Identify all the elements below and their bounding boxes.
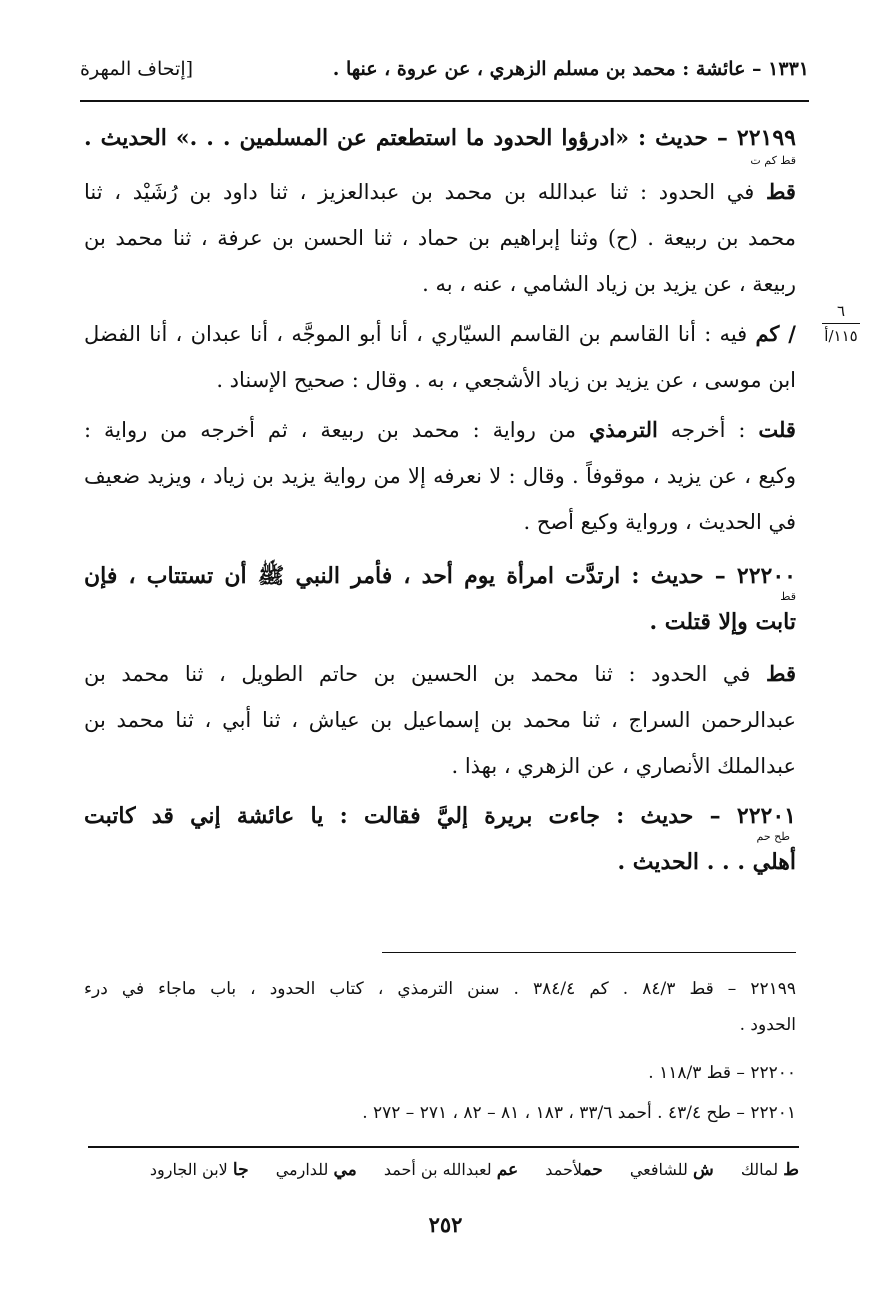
source-code: قط — [766, 661, 796, 686]
running-header — [80, 52, 809, 96]
source-code: / كم — [755, 321, 796, 346]
margin-note-rule — [822, 323, 860, 324]
page-number: ٢٥٢ — [428, 1212, 463, 1237]
hadith-text: – حديث : جاءت بريرة إليَّ فقالت : يا عائشة إني قد كاتبت — [84, 803, 721, 829]
hadith-number: ٢٢٢٠٠ — [736, 563, 796, 589]
legend-code: حم — [582, 1160, 603, 1180]
footnote-22199-line1: ٢٢١٩٩ – قط ٨٤/٣ . كم ٣٨٤/٤ . سنن الترمذي ، كتاب الحدود ، باب ماجاء في درء — [84, 979, 796, 999]
author-name: الترمذي — [588, 417, 658, 442]
source-code: قط — [766, 179, 796, 204]
header-divider — [80, 100, 809, 102]
source-code: قلت — [758, 417, 796, 442]
legend-divider — [88, 1146, 799, 1148]
text-line: عبدالملك الأنصاري ، عن الزهري ، بهذا . — [451, 754, 796, 778]
text-line: ابن موسى ، عن يزيد بن زياد الأشجعي ، به . وقال : صحيح الإسناد . — [216, 368, 796, 392]
hadith-text: تابت وإلا قتلت . — [649, 609, 796, 635]
footnote-22201: ٢٢٢٠١ – طح ٤٣/٤ . أحمد ٣٣/٦ ، ١٨٣ ، ٨١ – ٨٢ ، ٢٧١ – ٢٧٢ . — [362, 1103, 796, 1123]
footnote-22200: ٢٢٢٠٠ – قط ١١٨/٣ . — [648, 1063, 796, 1083]
legend-code: جا — [232, 1160, 249, 1180]
legend-item — [630, 1160, 714, 1179]
line-text: في الحدود : ثنا محمد بن الحسين بن حاتم الطويل ، ثنا محمد بن — [84, 662, 751, 686]
margin-folio-note — [816, 302, 866, 345]
margin-note-top: ٦ — [836, 302, 846, 320]
hadith-heading — [84, 796, 796, 836]
legend-text: للدارمي — [275, 1160, 329, 1179]
legend-item — [276, 1160, 357, 1179]
source-codes: طح حم — [756, 830, 790, 843]
text-line: في الحديث ، ورواية وكيع أصح . — [523, 510, 796, 534]
margin-note-bottom: ١١٥/أ — [824, 327, 858, 345]
legend-code: ش — [692, 1160, 714, 1180]
legend-item — [384, 1160, 518, 1179]
hadith-heading — [84, 556, 796, 596]
footnote-divider — [382, 952, 796, 953]
line-text: فيه : أنا القاسم بن القاسم السيّاري ، أنا أبو الموجَّه ، أنا عبدان ، أنا الفضل — [84, 322, 748, 346]
line-text: في الحدود : ثنا عبدالله بن محمد بن عبدالعزيز ، ثنا داود بن رُشَيْد ، ثنا — [84, 180, 755, 204]
hadith-text: – حديث : ارتدَّت امرأة يوم أحد ، فأمر النبي ﷺ أن تستتاب ، فإن — [84, 563, 726, 589]
text-line: ربيعة ، عن يزيد بن زياد الشامي ، عنه ، به . — [422, 272, 796, 296]
legend-text: للشافعي — [629, 1160, 688, 1179]
hadith-number: ٢٢٢٠١ — [736, 803, 796, 829]
legend-text: لمالك — [740, 1160, 779, 1179]
text-line: وكيع ، عن يزيد ، موقوفاً . وقال : لا نعرفه إلا من رواية يزيد بن زياد ، ويزيد ضعيف — [84, 464, 796, 488]
legend-text: لابن الجارود — [149, 1160, 228, 1179]
text-line — [84, 172, 796, 212]
text-line — [84, 314, 796, 354]
hadith-text: – حديث : «ادرؤوا الحدود ما استطعتم عن المسلمين . . .» الحديث . — [84, 125, 728, 151]
text-line: عبدالرحمن السراج ، ثنا محمد بن إسماعيل بن عياش ، ثنا أبي ، ثنا محمد بن — [84, 708, 796, 732]
footnote-22199-line2: الحدود . — [739, 1015, 796, 1035]
legend-item — [150, 1160, 249, 1179]
text-line — [84, 654, 796, 694]
legend-code: مي — [333, 1160, 357, 1180]
legend-code: ط — [783, 1160, 799, 1180]
text-line — [84, 410, 796, 450]
source-codes: قط كم ت — [750, 154, 796, 167]
abbreviation-legend — [88, 1154, 799, 1186]
legend-item — [741, 1160, 799, 1179]
hadith-text: أهلي . . . الحديث . — [617, 849, 796, 875]
hadith-number: ٢٢١٩٩ — [736, 125, 796, 151]
header-title: ١٣٣١ – عائشة : محمد بن مسلم الزهري ، عن عروة ، عنها . — [332, 58, 809, 80]
legend-code: عم — [496, 1160, 519, 1180]
hadith-heading — [84, 118, 796, 158]
text-line: محمد بن ربيعة . (ح) وثنا إبراهيم بن حماد ، ثنا الحسن بن عرفة ، ثنا محمد بن — [84, 226, 796, 250]
source-codes: قط — [780, 590, 796, 603]
line-text: : أخرجه — [670, 418, 746, 442]
line-text: من رواية : محمد بن ربيعة ، ثم أخرجه من رواية : — [84, 418, 577, 442]
header-book-name: [إتحاف المهرة — [80, 58, 194, 80]
legend-text: لأحمد — [545, 1160, 583, 1179]
legend-item — [545, 1160, 602, 1179]
legend-text: لعبدالله بن أحمد — [383, 1160, 492, 1179]
